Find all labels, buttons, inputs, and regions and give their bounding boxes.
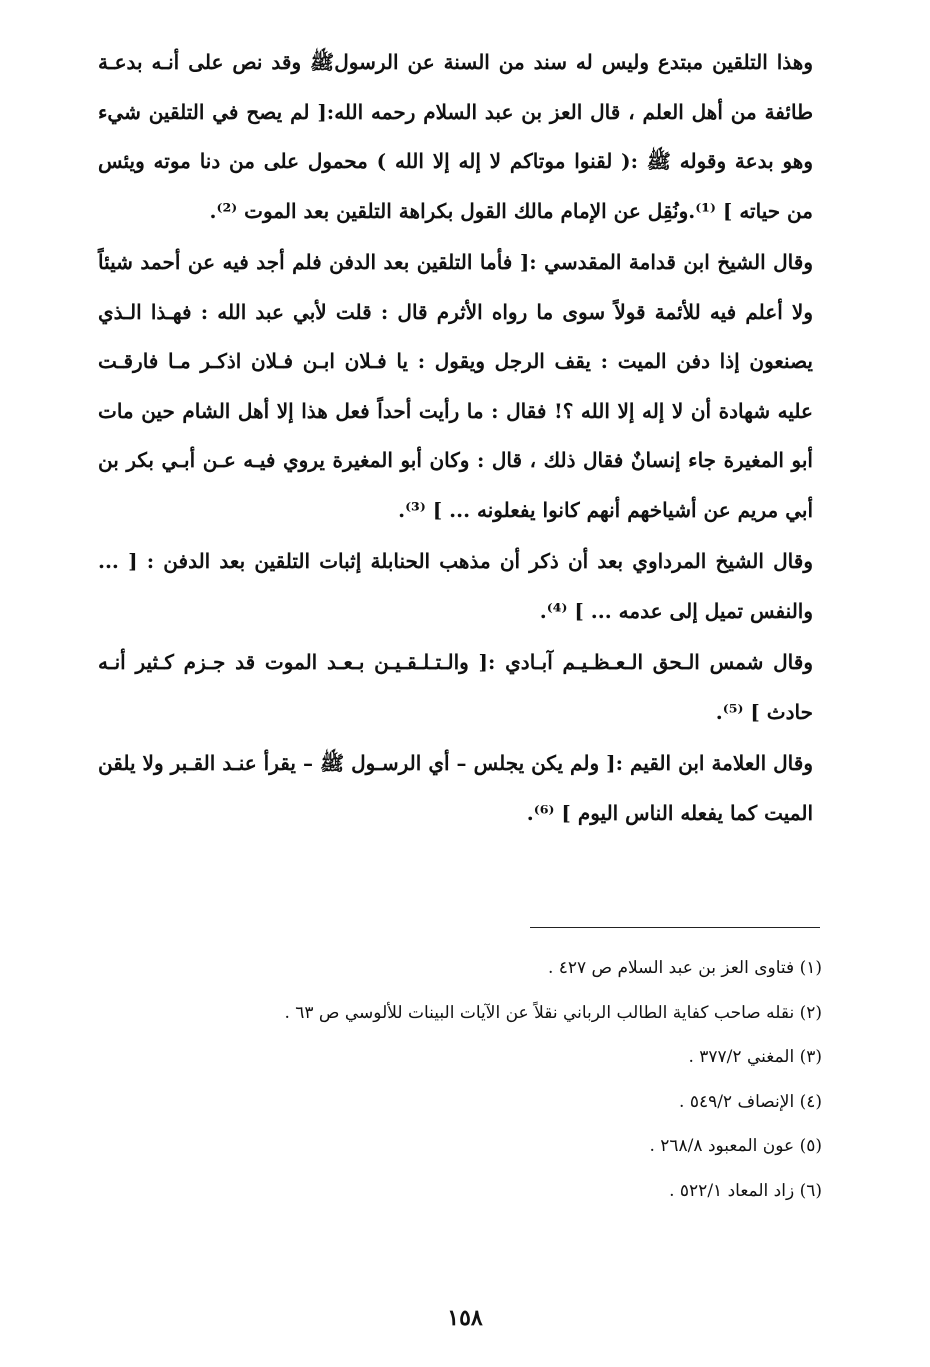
paragraph-ibn-qudamah: وقال الشيخ ابن قدامة المقدسي :[ فأما التلقين بعد الدفن فلم أجد فيه عن أحمد شيئاً ولا أعلم فيه للأئمة قولاً سوى ما رواه الأثرم قال : قلت لأبي عبد الله : فهـذا الـذي يصنعون إذا دفن الميت : يقف الرجل ويقول : يا فـلان ابـن فـلان اذكـر مـا فارقـت عليه شهادة أن لا إله إلا الله ؟! فقال : ما رأيت أحداً فعل هذا إلا أهل الشام حين مات أبو المغيرة جاء إنسانٌ فقال ذلك ، قال : وكان أبو المغيرة يروي فيـه عـن أبـي بكر بن أبي مريم عن أشياخهم أنهم كانوا يفعلونه ... ] ⁽³⁾. <box>98 250 813 522</box>
paragraph-mardawi: وقال الشيخ المرداوي بعد أن ذكر أن مذهب الحنابلة إثبات التلقين بعد الدفن : [ ... والنفس تميل إلى عدمه ... ] ⁽⁴⁾. <box>98 549 813 623</box>
footnote-2: (٢) نقله صاحب كفاية الطالب الرباني نقلاً عن الآيات البينات للألوسي ص ٦٣ . <box>284 1002 822 1023</box>
main-text-block <box>98 38 813 838</box>
paragraph-ibn-qayyim: وقال العلامة ابن القيم :[ ولم يكن يجلس – أي الرسـول ﷺ – يقرأ عنـد القـبر ولا يلقن الميت كما يفعله الناس اليوم ] ⁽⁶⁾. <box>98 751 813 825</box>
page-number: ١٥٨ <box>447 1305 483 1331</box>
footnote-5: (٥) عون المعبود ٢٦٨/٨ . <box>649 1136 822 1156</box>
footnotes-section <box>182 946 822 1213</box>
paragraph-talqin-bidah: وهذا التلقين مبتدع وليس له سند من السنة عن الرسولﷺ وقد نص على أنـه بدعـة طائفة من أهل العلم ، قال العز بن عبد السلام رحمه الله:[ لم يصح في التلقين شيء وهو بدعة وقوله ﷺ :( لقنوا موتاكم لا إله إلا الله ) محمول على من دنا موته ويئس من حياته ] ⁽¹⁾.ونُقِل عن الإمام مالك القول بكراهة التلقين بعد الموت ⁽²⁾. <box>98 50 813 223</box>
footnote-4: (٤) الإنصاف ٥٤٩/٢ . <box>679 1091 822 1112</box>
paragraph-azimabadi: وقال شمس الـحق الـعـظـيـم آبـادي :[ والـتـلـقـيـن بـعـد الموت قد جـزم كـثير أنـه حادث ] ⁽⁵⁾. <box>98 650 813 724</box>
footnote-1: (١) فتاوى العز بن عبد السلام ص ٤٢٧ . <box>547 958 822 978</box>
footnote-3: (٣) المغني ٣٧٧/٢ . <box>688 1047 822 1067</box>
footnote-6: (٦) زاد المعاد ٥٢٢/١ . <box>669 1180 822 1201</box>
footnote-separator <box>530 927 820 928</box>
